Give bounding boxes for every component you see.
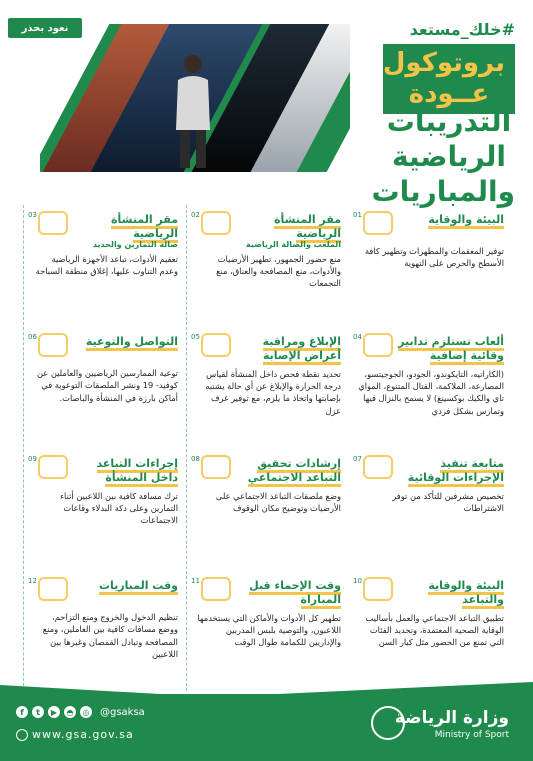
card-number: 05 — [191, 333, 200, 341]
card-title-text: التواصل والتوعية — [86, 335, 178, 351]
social-handle[interactable]: @gsaksa — [100, 706, 145, 718]
distance-icon — [201, 455, 231, 479]
card-body: (الكاراتيه، التايكوندو، الجودو، الجوجيتسو، المصارعة، الملاكمة، القتال المتنوع، المواي تاي والكيك بوكسينغ) لا يسمح بالنزال فيها وتمارس بشكل فردي — [358, 368, 504, 416]
hashtag: #خلك_مستعد — [409, 20, 515, 39]
card-title-text: وقت المباريات — [99, 579, 178, 595]
dumbbell-icon — [38, 211, 68, 235]
card-title-text: مقر المنشأة الرياضية — [111, 213, 178, 243]
snapchat-icon[interactable]: ◓ — [64, 706, 76, 718]
football-icon — [38, 577, 68, 601]
protocol-card — [349, 571, 512, 691]
title-line: بروتوكول — [382, 48, 505, 78]
page-subtitle — [371, 104, 515, 209]
card-body: تطهير كل الأدوات والأماكن التي يستخدمها اللاعبون، والتوصية بلبس المدربين والإداريين للكمامة طوال الوقت — [197, 612, 341, 648]
checklist-icon — [363, 455, 393, 479]
card-title-text: وقت الإحماء قبل المباراة — [249, 579, 341, 609]
card-title-text: البيئة والوقاية والتباعد — [428, 579, 504, 609]
card-number: 08 — [191, 455, 200, 463]
card-subtitle: صالة التمارين والحديد — [92, 239, 178, 249]
players-icon — [38, 455, 68, 479]
ministry-logo — [395, 708, 509, 740]
protocol-card — [349, 205, 512, 325]
card-body: تحديد نقطة فحص داخل المنشأة لقياس درجة الحرارة والإبلاغ عن أي حالة يشتبه بإصابتها واتخاذ ما يلزم، مع توفير غرف عزل — [205, 368, 341, 416]
protocol-card — [23, 327, 186, 447]
card-body: تنظيم الدخول والخروج ومنع التزاحم، ووضع مسافات كافية بين العاملين، ومنع المصافحة وتبادل القمصان وغيرها بين اللاعبين — [42, 612, 178, 660]
protocol-card — [23, 205, 186, 325]
globe-icon — [16, 729, 28, 741]
twitter-icon[interactable]: t — [32, 706, 44, 718]
card-body: تخصيص مشرفين للتأكد من توفر الاشتراطات — [392, 490, 504, 514]
player-silhouette-icon — [168, 50, 218, 170]
card-number: 11 — [191, 577, 200, 585]
card-title-text: متابعة تنفيذ الإجراءات الوقائية — [408, 457, 504, 487]
hero-photo-collage — [40, 24, 350, 172]
hygiene-icon — [363, 211, 393, 235]
card-body: وضع ملصقات التباعد الاجتماعي على الأرضيات وتوضيح مكان الوقوف — [215, 490, 341, 514]
title-line: والمباريات — [371, 175, 515, 208]
protocol-card — [186, 205, 349, 325]
protocol-card — [349, 327, 512, 447]
card-number: 02 — [191, 211, 200, 219]
youtube-icon[interactable]: ▶ — [48, 706, 60, 718]
card-subtitle: الملعب والصالة الرياضية — [246, 239, 341, 249]
card-number: 09 — [28, 455, 37, 463]
title-line: التدريبات — [386, 105, 512, 138]
elderly-icon — [363, 577, 393, 601]
title-line: الرياضية — [391, 140, 507, 173]
facebook-icon[interactable]: f — [16, 706, 28, 718]
card-title-text: ألعاب تستلزم تدابير وقائية إضافية — [398, 335, 504, 365]
card-number: 07 — [353, 455, 362, 463]
website-link[interactable] — [16, 728, 134, 741]
card-number: 04 — [353, 333, 362, 341]
card-title-text: إجراءات التباعد داخل المنشأة — [97, 457, 178, 487]
warmup-icon — [201, 577, 231, 601]
card-title-text: مقر المنشأة الرياضية — [274, 213, 341, 243]
ministry-name-en: Ministry of Sport — [434, 730, 509, 740]
boxing-glove-icon — [363, 333, 393, 357]
footer — [0, 694, 533, 761]
card-title-text: إرشادات تحقيق التباعد الاجتماعي — [248, 457, 341, 487]
card-body: تعقيم الأدوات، تباعد الأجهزة الرياضية وعدم التناوب عليها، إغلاق منطقة السباحة — [35, 253, 178, 277]
card-number: 06 — [28, 333, 37, 341]
protocol-card — [23, 449, 186, 569]
protocol-card — [186, 571, 349, 691]
card-number: 01 — [353, 211, 362, 219]
card-body: توفير المعقمات والمطهرات وتطهير كافة الأسطح والحرص على التهوية — [364, 246, 504, 269]
card-body: تطبيق التباعد الاجتماعي والعمل بأساليب الوقاية الصحية المعتمدة، وتحديد الفئات التي تمنع من الحضور مثل كبار السن — [365, 612, 504, 648]
protocol-card — [23, 571, 186, 691]
website-url[interactable]: www.gsa.gov.sa — [32, 728, 134, 741]
instagram-icon[interactable]: ◎ — [80, 706, 92, 718]
social-links — [16, 706, 145, 718]
thermometer-icon — [201, 333, 231, 357]
card-title-text: الإبلاغ ومراقبة أعراض الإصابة — [263, 335, 341, 365]
protocol-card — [186, 449, 349, 569]
card-number: 12 — [28, 577, 37, 585]
card-body: ترك مسافة كافية بين اللاعبين أثناء التمارين وعلى دكة البدلاء وقاعات الاجتماعات — [60, 490, 178, 526]
protocol-grid — [22, 205, 512, 685]
stadium-icon — [201, 211, 231, 235]
card-body: منع حضور الجمهور، تطهير الأرضيات والأدوات، منع المصافحة والعناق، منع التجمعات — [216, 253, 341, 289]
ministry-name-ar: وزارة الرياضة — [394, 708, 509, 728]
protocol-card — [186, 327, 349, 447]
card-body: توعية الممارسين الرياضيين والعاملين عن كوفيد- 19 ونشر الملصقات التوعوية في أماكن بارزة في المنشأة والباصات. — [36, 368, 178, 403]
protocol-card — [349, 449, 512, 569]
lightbulb-icon — [38, 333, 68, 357]
card-title-text: البيئة والوقاية — [428, 213, 504, 229]
campaign-logo: نعود بحذر — [8, 18, 82, 38]
title-line: عــودة — [408, 79, 490, 110]
card-number: 03 — [28, 211, 37, 219]
card-number: 10 — [353, 577, 362, 585]
